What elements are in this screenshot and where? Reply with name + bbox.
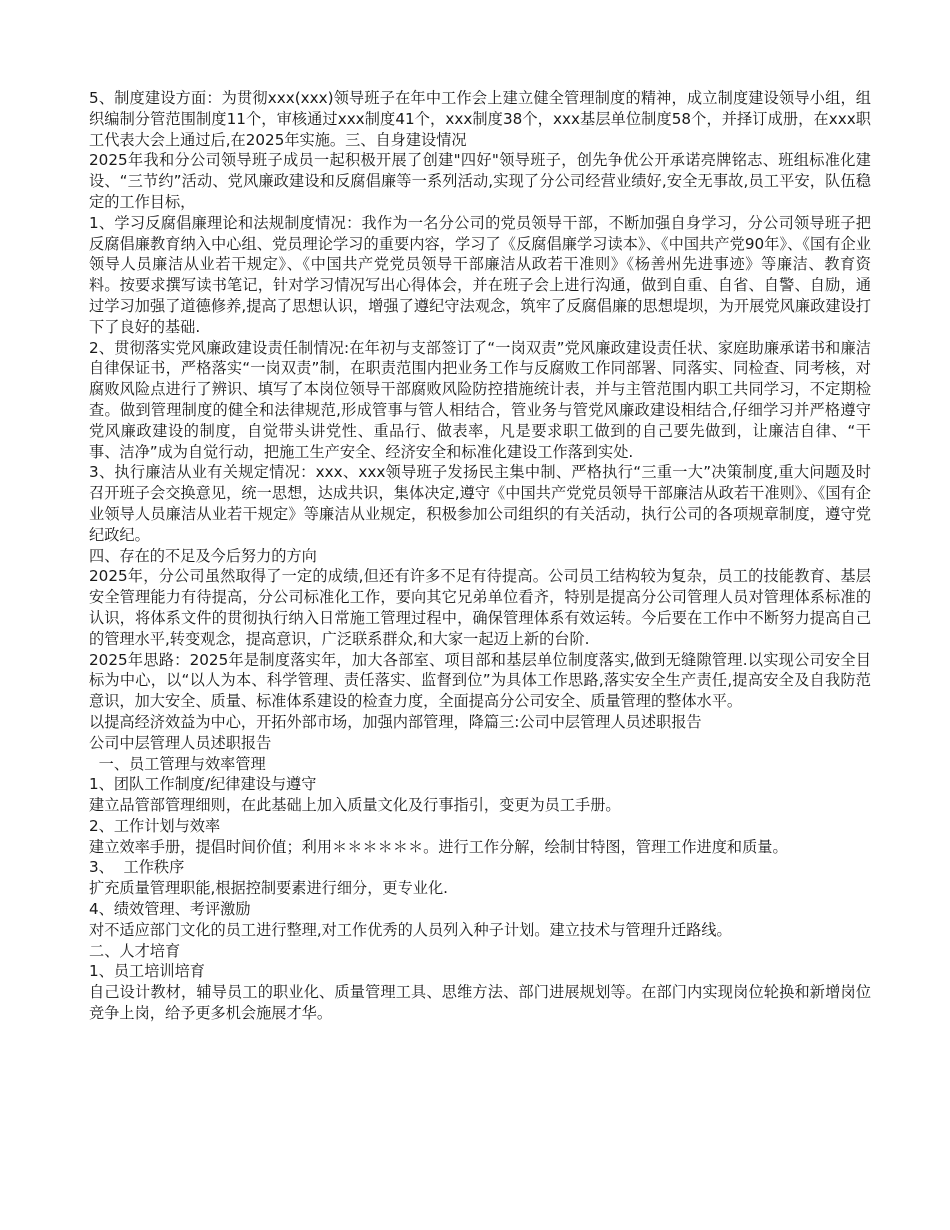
paragraph-staff-training: 自己设计教材，辅导员工的职业化、质量管理工具、思维方法、部门进展规划等。在部门内实现岗位轮换和新增岗位竞争上岗，给予更多机会施展才华。 [89, 983, 871, 1023]
heading-work-plan: 2、工作计划与效率 [89, 816, 221, 835]
paragraph-system-building: 5、制度建设方面：为贯彻xxx(xxx)领导班子在年中工作会上建立健全管理制度的精神，成立制度建设领导小组，组织编制分管范围制度11个，审核通过xxx制度41个，xxx制度38个，xxx基层单位制度58个，并择订成册，在xxx职工代表大会上通过后,在2025年实施。三、自身建设情况 [89, 89, 871, 149]
heading-talent: 二、人才培育 [89, 941, 181, 960]
paragraph-performance: 对不适应部门文化的员工进行整理,对工作优秀的人员列入种子计划。建立技术与管理升迁路线。 [89, 920, 732, 939]
heading-team-rules: 1、团队工作制度/纪律建设与遵守 [89, 775, 317, 794]
paragraph-responsibility-system: 2、贯彻落实党风廉政建设责任制情况:在年初与支部签订了“一岗双责”党风廉政建设责任状、家庭助廉承诺书和廉洁自律保证书，严格落实“一岗双责”制，在职责范围内把业务工作与反腐败工作同部署、同落实、同检查、同考核，对腐败风险点进行了辨识、填写了本岗位领导干部腐败风险防控措施统计表，并与主管范围内职工共同学习，不定期检查。做到管理制度的健全和法律规范,形成管事与管人相结合，管业务与管党风廉政建设相结合,仔细学习并严格遵守党风廉政建设的制度，自觉带头讲党性、重品行、做表率，凡是要求职工做到的自己要先做到，让廉洁自律、“干事、洁净”成为自觉行动，把施工生产安全、经济安全和标准化建设工作落到实处. [89, 338, 871, 461]
paragraph-work-order: 扩充质量管理职能,根据控制要素进行细分，更专业化. [89, 879, 448, 898]
heading-work-order: 3、 工作秩序 [89, 858, 185, 877]
heading-report-title: 公司中层管理人员述职报告 [89, 733, 272, 752]
heading-staff-training: 1、员工培训培育 [89, 962, 205, 981]
paragraph-integrity-regulations: 3、执行廉洁从业有关规定情况：xxx、xxx领导班子发扬民主集中制、严格执行“三重一大”决策制度,重大问题及时召开班子会交换意见，统一思想，达成共识，集体决定,遵守《中国共产党党员领导干部廉洁从政若干准则》、《国有企业领导人员廉洁从业若干规定》等廉洁从业规定，积极参加公司组织的有关活动，执行公司的各项规章制度，遵守党纪政纪。 [89, 463, 871, 544]
paragraph-team-building-2025: 2025年我和分公司领导班子成员一起积极开展了创建"四好"领导班子，创先争优公开承诺亮牌铭志、班组标准化建设、“三节约”活动、党风廉政建设和反腐倡廉等一系列活动,实现了分公司经营业绩好,安全无事故,员工平安，队伍稳定的工作目标， [89, 151, 871, 211]
paragraph-team-rules: 建立品管部管理细则，在此基础上加入质量文化及行事指引，变更为员工手册。 [89, 796, 621, 815]
heading-performance: 4、绩效管理、考评激励 [89, 900, 251, 919]
paragraph-anti-corruption-study: 1、学习反腐倡廉理论和法规制度情况：我作为一名分公司的党员领导干部，不断加强自身学习，分公司领导班子把反腐倡廉教育纳入中心组、党员理论学习的重要内容，学习了《反腐倡廉学习读本》、《中国共产党90年》、《国有企业领导人员廉洁从业若干规定》、《中国共产党党员领导干部廉洁从政若干准则》《杨善州先进事迹》等廉洁、教育资料。按要求撰写读书笔记，针对学习情况写出心得体会，并在班子会上进行沟通，做到自重、自省、自警、自励，通过学习加强了道德修养,提高了思想认识，增强了遵纪守法观念，筑牢了反腐倡廉的思想堤坝，为开展党风廉政建设打下了良好的基础. [89, 213, 871, 336]
document-body [89, 88, 871, 1024]
paragraph-2025-plan: 2025年思路：2025年是制度落实年，加大各部室、项目部和基层单位制度落实,做到无缝隙管理.以实现公司安全目标为中心，以“以人为本、科学管理、责任落实、监督到位”为具体工作思路,落实安全生产责任,提高安全及自我防范意识，加大安全、质量、标准体系建设的检查力度，全面提高分公司安全、质量管理的整体水平。 [89, 650, 871, 711]
heading-shortcomings: 四、存在的不足及今后努力的方向 [89, 546, 317, 565]
heading-staff-management: 一、员工管理与效率管理 [89, 754, 266, 773]
paragraph-work-plan: 建立效率手册，提倡时间价值；利用＊＊＊＊＊＊。进行工作分解，绘制甘特图，管理工作进度和质量。 [89, 837, 788, 856]
paragraph-economic-efficiency: 以提高经济效益为中心，开拓外部市场，加强内部管理，降篇三:公司中层管理人员述职报告 [89, 712, 702, 731]
paragraph-shortcomings-2025: 2025年，分公司虽然取得了一定的成绩,但还有许多不足有待提高。公司员工结构较为复杂，员工的技能教育、基层安全管理能力有待提高，分公司标准化工作，要向其它兄弟单位看齐，特别是提高分公司管理人员对管理体系标准的认识，将体系文件的贯彻执行纳入日常施工管理过程中，确保管理体系有效运转。今后要在工作中不断努力提高自己的管理水平,转变观念，提高意识，广泛联系群众,和大家一起迈上新的台阶. [89, 567, 871, 648]
